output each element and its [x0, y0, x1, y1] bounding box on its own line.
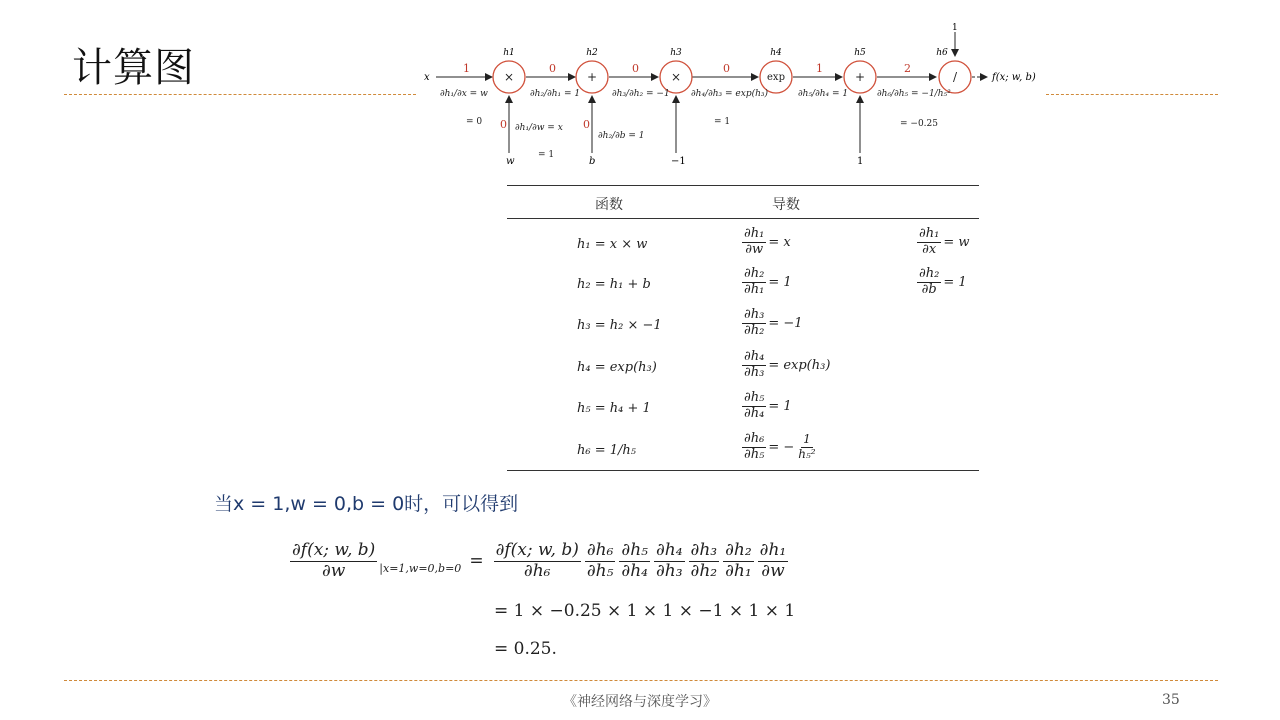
edge-value-3: 0: [632, 62, 639, 75]
top-divider-left: [64, 94, 416, 95]
derivative-table: [507, 185, 979, 471]
frac-den: ∂h₃: [744, 364, 765, 380]
frac-rhs: = w: [943, 234, 970, 250]
label-h4: h4: [770, 48, 782, 58]
derivation-line-1: [288, 540, 790, 581]
svg-text:×: ×: [503, 70, 515, 84]
edge-value-1: 1: [463, 62, 470, 75]
edge-value-2: 0: [549, 62, 556, 75]
equals-sign: =: [469, 551, 484, 572]
chain-num: ∂h₁: [759, 540, 787, 560]
grad-dh1-dw-val: = 1: [538, 150, 555, 160]
svg-text:/: /: [952, 70, 958, 84]
frac-den: ∂w: [745, 241, 764, 257]
label-h2: h2: [586, 48, 598, 58]
frac-num: ∂h₂: [744, 266, 765, 281]
node-h2: [576, 61, 608, 93]
frac-num: ∂h₄: [744, 349, 765, 364]
row-func: h₂ = h₁ + b: [577, 277, 651, 292]
slide-title: 计算图: [72, 45, 195, 91]
frac-rhs: = 1: [768, 398, 792, 414]
row-deriv-2: [915, 267, 967, 298]
lhs-num: ∂f(x; w, b): [292, 540, 376, 560]
derivation-line-2: = 1 × −0.25 × 1 × 1 × −1 × 1 × 1: [494, 601, 796, 621]
frac-rhs: = 1: [943, 274, 967, 290]
chain-num: ∂h₆: [586, 540, 614, 560]
label-h6: h6: [936, 48, 948, 58]
svg-text:+: +: [854, 70, 866, 84]
frac-num: ∂h₃: [744, 307, 765, 322]
table-body: [507, 219, 979, 468]
chain-den: ∂h₂: [690, 560, 718, 581]
frac-den: ∂h₁: [744, 281, 765, 297]
edge-value-6: 2: [904, 62, 911, 75]
header-deriv: 导数: [772, 197, 800, 213]
frac-rhs: = x: [768, 234, 791, 250]
input-b: b: [589, 156, 596, 167]
node-h1: [493, 61, 525, 93]
chain-den: ∂h₆: [523, 560, 551, 581]
chain-num: ∂f(x; w, b): [495, 540, 579, 560]
frac-rhs: = −: [768, 439, 795, 455]
row-func: h₆ = 1/h₅: [577, 443, 636, 458]
chain-num: ∂h₃: [690, 540, 718, 560]
frac-rhs: = −1: [768, 315, 803, 331]
row-deriv-1: [740, 308, 803, 339]
b-value: 0: [583, 118, 590, 131]
page-number: 35: [1162, 692, 1180, 708]
chain-den: ∂w: [761, 560, 785, 581]
bottom-divider: [64, 680, 1218, 681]
frac-num: ∂h₁: [744, 226, 765, 241]
lhs-sub: |x=1,w=0,b=0: [379, 562, 462, 576]
frac-num: ∂h₅: [744, 390, 765, 405]
chain-num: ∂h₅: [621, 540, 648, 560]
table-row: [507, 391, 979, 427]
label-h3: h3: [670, 48, 682, 58]
table-bottom-rule: [507, 470, 979, 471]
frac-num: 1: [803, 432, 811, 447]
derivation-line-3: = 0.25.: [494, 639, 557, 659]
table-row: [507, 350, 979, 386]
frac-num: ∂h₆: [744, 431, 765, 446]
row-deriv-1: [740, 350, 830, 381]
frac-den: h₅²: [798, 446, 816, 461]
chain-num: ∂h₄: [655, 540, 683, 560]
footer-book-title: 《神经网络与深度学习》: [563, 694, 717, 710]
lhs-den: ∂w: [321, 560, 346, 581]
label-h1: h1: [503, 48, 515, 58]
header-func: 函数: [595, 197, 623, 213]
table-row: [507, 227, 979, 263]
chain-den: ∂h₄: [621, 560, 648, 581]
output-f: f(x; w, b): [992, 72, 1036, 83]
input-w: w: [506, 156, 515, 167]
frac-den: ∂b: [921, 281, 937, 297]
svg-text:+: +: [586, 70, 598, 84]
label-h5: h5: [854, 48, 866, 58]
grad-dh4-dh3-val: = 1: [714, 117, 731, 127]
frac-den: ∂x: [922, 241, 937, 257]
row-func: h₅ = h₄ + 1: [577, 401, 651, 416]
const-one-h5: 1: [857, 156, 864, 167]
grad-dh4-dh3: ∂h₄/∂h₃ = exp(h₃): [691, 89, 769, 99]
top-divider-right: [1046, 94, 1218, 95]
chain-den: ∂h₃: [655, 560, 683, 581]
table-row: [507, 267, 979, 303]
table-row: [507, 308, 979, 344]
svg-text:×: ×: [670, 70, 682, 84]
row-deriv-1: [740, 432, 820, 463]
grad-dh2-dh1: ∂h₂/∂h₁ = 1: [530, 89, 581, 99]
edge-value-5: 1: [816, 62, 823, 75]
grad-dh1-dw: ∂h₁/∂w = x: [515, 123, 563, 133]
input-x: x: [424, 72, 430, 83]
chain-den: ∂h₁: [725, 560, 752, 581]
frac-den: ∂h₅: [744, 446, 765, 462]
table-header: [507, 186, 979, 218]
chain-den: ∂h₅: [586, 560, 614, 581]
frac-num: ∂h₁: [919, 226, 940, 241]
row-deriv-2: [915, 227, 969, 258]
grad-dh5-dh4: ∂h₅/∂h₄ = 1: [798, 89, 849, 99]
frac-num: ∂h₂: [919, 266, 940, 281]
edge-value-4: 0: [723, 62, 730, 75]
chain-num: ∂h₂: [725, 540, 752, 560]
grad-dh6-dh5: ∂h₆/∂h₅ = −1/h₅²: [877, 89, 951, 99]
row-func: h₁ = x × w: [577, 237, 648, 252]
table-row: [507, 432, 979, 468]
grad-dh3-dh2: ∂h₃/∂h₂ = −1: [612, 89, 670, 99]
frac-den: ∂h₂: [744, 322, 765, 338]
row-deriv-1: [740, 391, 792, 422]
const-minus1: −1: [671, 156, 686, 167]
row-func: h₃ = h₂ × −1: [577, 318, 662, 333]
frac-rhs: = exp(h₃): [768, 357, 831, 373]
const-one-h6: 1: [952, 23, 958, 33]
grad-dh1-dx: ∂h₁/∂x = w: [440, 89, 488, 99]
row-deriv-1: [740, 267, 792, 298]
svg-text:exp: exp: [767, 72, 785, 83]
condition-text: 当x = 1,w = 0,b = 0时，可以得到: [214, 493, 519, 515]
grad-dh2-db: ∂h₂/∂b = 1: [598, 131, 645, 141]
grad-dh6-dh5-val: = −0.25: [900, 119, 938, 129]
grad-dh1-dx-val: = 0: [466, 117, 483, 127]
row-deriv-1: [740, 227, 791, 258]
computation-graph: [420, 18, 1050, 178]
node-h5: [844, 61, 876, 93]
row-func: h₄ = exp(h₃): [577, 360, 657, 375]
w-value: 0: [500, 118, 507, 131]
frac-rhs: = 1: [768, 274, 792, 290]
frac-den: ∂h₄: [744, 405, 765, 421]
